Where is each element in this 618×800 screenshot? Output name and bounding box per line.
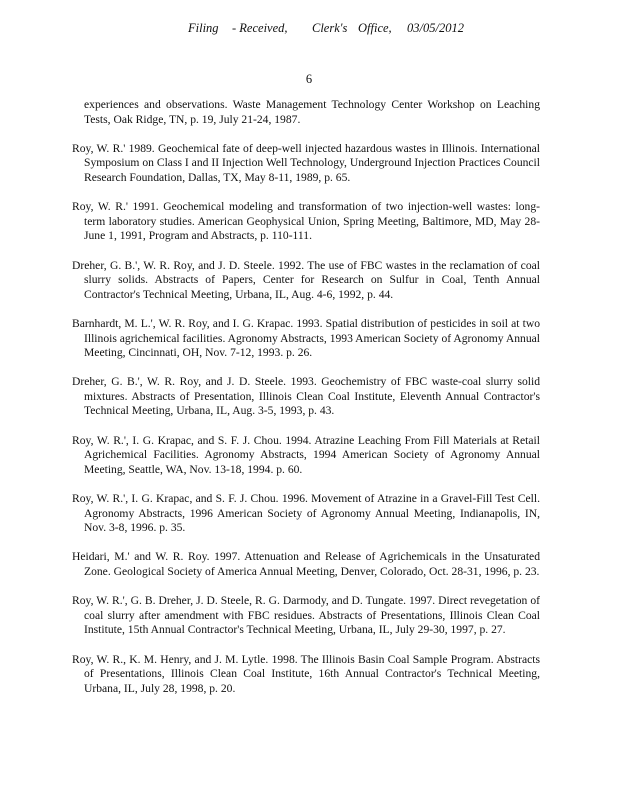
reference-item: Dreher, G. B.', W. R. Roy, and J. D. Steele. 1992. The use of FBC wastes in the reclamation of coal slurry solids. Abstracts of Papers, Center for Research on Sulfur in Coal, Tenth Annual Contractor's Technical Meeting, Urbana, IL, Aug. 4-6, 1992, p. 44. xyxy=(72,258,540,301)
header-clerks: Clerk's xyxy=(312,21,348,35)
header-date: 03/05/2012 xyxy=(407,21,464,35)
header-office: Office, xyxy=(358,21,392,35)
reference-item: Roy, W. R.', I. G. Krapac, and S. F. J. Chou. 1996. Movement of Atrazine in a Gravel-Fill Test Cell. Agronomy Abstracts, 1996 American Society of Agronomy Annual Meeting, Indianapolis, IN, Nov. 3-8, 1996. p. 35. xyxy=(72,492,540,535)
reference-item: Roy, W. R., K. M. Henry, and J. M. Lytle. 1998. The Illinois Basin Coal Sample Program. Abstracts of Presentations, Illinois Clean Coal Institute, 16th Annual Contractor's Technical Meeting, Urbana, IL, July 28, 1998, p. 20. xyxy=(72,652,540,695)
reference-list xyxy=(72,98,540,711)
reference-item: experiences and observations. Waste Management Technology Center Workshop on Leaching Tests, Oak Ridge, TN, p. 19, July 21-24, 1987. xyxy=(84,98,540,126)
reference-item: Dreher, G. B.', W. R. Roy, and J. D. Steele. 1993. Geochemistry of FBC waste-coal slurry solid mixtures. Abstracts of Presentation, Illinois Clean Coal Institute, Eleventh Annual Contractor's Technical Meeting, Urbana, IL, Aug. 3-5, 1993, p. 43. xyxy=(72,375,540,418)
reference-item: Roy, W. R.', G. B. Dreher, J. D. Steele, R. G. Darmody, and D. Tungate. 1997. Direct revegetation of coal slurry after amendment with FBC residues. Abstracts of Presentations, Illinois Clean Coal Institute, 15th Annual Contractor's Technical Meeting, Urbana, IL, July 29-30, 1997, p. 27. xyxy=(72,594,540,637)
page-number: 6 xyxy=(305,72,313,86)
reference-item: Heidari, M.' and W. R. Roy. 1997. Attenuation and Release of Agrichemicals in the Unsaturated Zone. Geological Society of America Annual Meeting, Denver, Colorado, Oct. 28-31, 1996, p. 23. xyxy=(72,550,540,578)
header-received: - Received, xyxy=(232,21,288,35)
reference-item: Barnhardt, M. L.', W. R. Roy, and I. G. Krapac. 1993. Spatial distribution of pesticides in soil at two Illinois agrichemical facilities. Agronomy Abstracts, 1993 American Society of Agronomy Annual Meeting, Cincinnati, OH, Nov. 7-12, 1993. p. 26. xyxy=(72,316,540,360)
reference-item: Roy, W. R.' 1991. Geochemical modeling and transformation of two injection-well wastes: long-term laboratory studies. American Geophysical Union, Spring Meeting, Baltimore, MD, May 28-June 1, 1991, Program and Abstracts, p. 110-111. xyxy=(72,200,540,243)
reference-item: Roy, W. R.', I. G. Krapac, and S. F. J. Chou. 1994. Atrazine Leaching From Fill Materials at Retail Agrichemical Facilities. Agronomy Abstracts, 1994 American Society of Agronomy Annual Meeting, Seattle, WA, Nov. 13-18, 1994. p. 60. xyxy=(72,433,540,476)
header-filing: Filing xyxy=(188,21,219,35)
reference-item: Roy, W. R.' 1989. Geochemical fate of deep-well injected hazardous wastes in Illinois. International Symposium on Class I and II Injection Well Technology, Underground Injection Practices Council Research Foundation, Dallas, TX, May 8-11, 1989, p. 65. xyxy=(72,141,540,184)
